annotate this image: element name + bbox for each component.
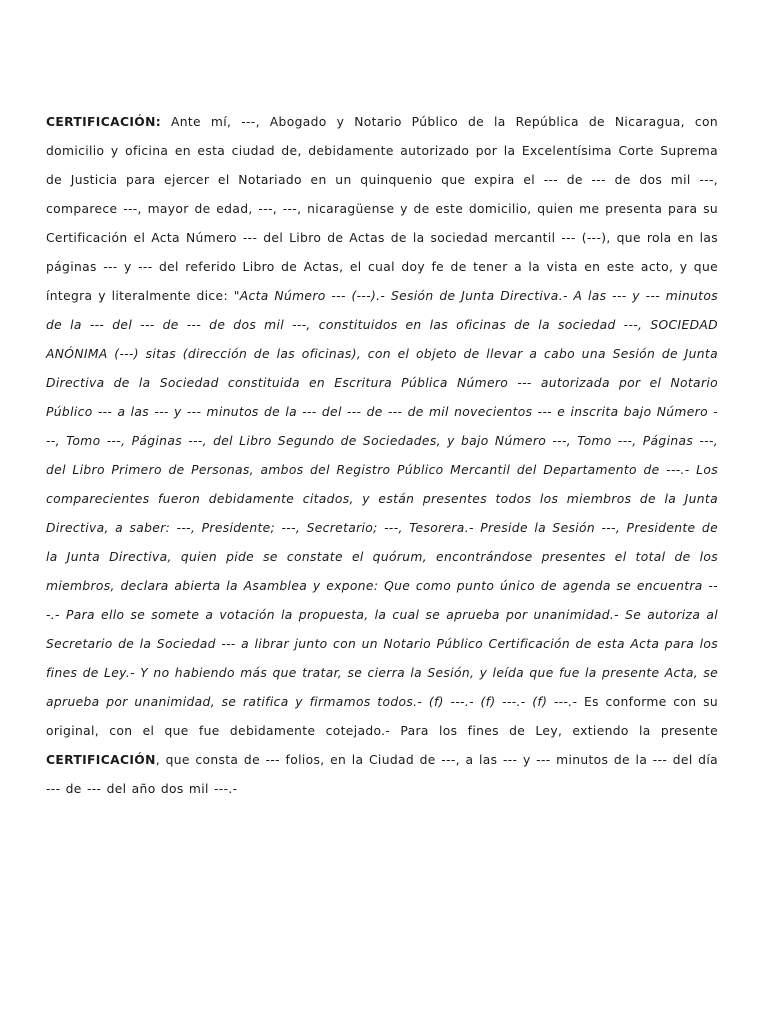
acta-transcript: Acta Número --- (---).- Sesión de Junta Directiva.- A las --- y --- minutos de la --- del --- de --- de dos mil ---, constituidos en las oficinas de la sociedad ---, SOCIEDAD ANÓNIMA (---) sitas (dirección de las oficinas), con el objeto de llevar a cabo una Sesión de Junta Directiva de la Sociedad constituida en Escritura Pública Número --- autorizada por el Notario Público --- a las --- y --- minutos de la --- del --- de --- de mil novecientos --- e inscrita bajo Número ---, Tomo ---, Páginas ---, del Libro Segundo de Sociedades, y bajo Número ---, Tomo ---, Páginas ---, del Libro Primero de Personas, ambos del Registro Público Mercantil del Departamento de ---.- Los comparecientes fueron debidamente citados, y están presentes todos los miembros de la Junta Directiva, a saber: ---, Presidente; ---, Secretario; ---, Tesorera.- Preside la Sesión ---, Presidente de la Junta Directiva, quien pide se constate el quórum, encontrándose presentes el total de los miembros, declara abierta la Asamblea y expone: Que como punto único de agenda se encuentra ---.- Para ello se somete a votación la propuesta, la cual se aprueba por unanimidad.- Se autoriza al Secretario de la Sociedad --- a librar junto con un Notario Público Certificación de esta Acta para los fines de Ley.- Y no habiendo más que tratar, se cierra la Sesión, y leída que fue la presente Acta, se aprueba por unanimidad, se ratifica y firmamos todos.- (f) ---.- (f) ---.- (f) ---.- bbox=[46, 289, 718, 709]
certification-closing-end: , que consta de --- folios, en la Ciudad de ---, a las --- y --- minutos de la --- del día --- de --- del año dos mil ---.- bbox=[46, 753, 718, 796]
certification-intro: Ante mí, ---, Abogado y Notario Público de la República de Nicaragua, con domicilio y oficina en esta ciudad de, debidamente autorizado por la Excelentísima Corte Suprema de Justicia para ejercer el Notariado en un quinquenio que expira el --- de --- de dos mil ---, comparece ---, mayor de edad, ---, ---, nicaragüense y de este domicilio, quien me presenta para su Certificación el Acta Número --- del Libro de Actas de la sociedad mercantil --- (---), que rola en las páginas --- y --- del referido Libro de Actas, el cual doy fe de tener a la vista en este acto, y que íntegra y literalmente dice: " bbox=[46, 115, 718, 303]
certification-paragraph bbox=[46, 108, 718, 804]
certification-heading: CERTIFICACIÓN: bbox=[46, 115, 161, 129]
document-body bbox=[46, 108, 718, 804]
certification-closing-heading: CERTIFICACIÓN bbox=[46, 753, 156, 767]
certification-closing: Es conforme con su original, con el que fue debidamente cotejado.- Para los fines de Ley, extiendo la presente bbox=[46, 695, 718, 738]
